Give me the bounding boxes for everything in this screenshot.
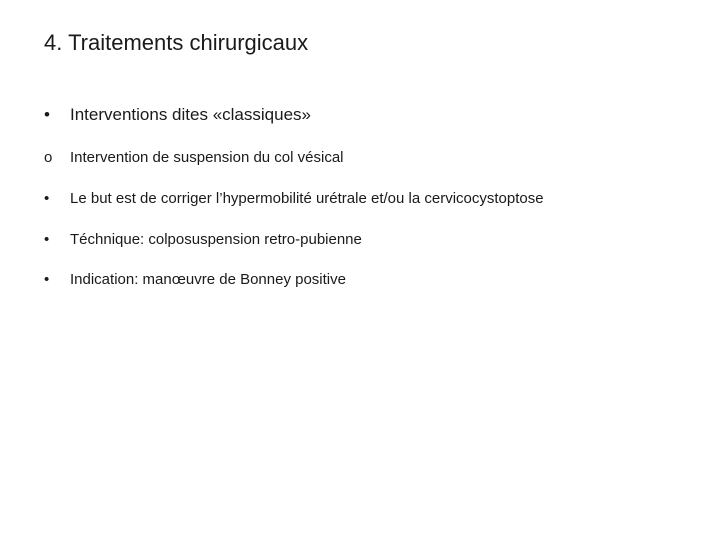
slide-title: 4. Traitements chirurgicaux xyxy=(44,30,309,55)
bullet-marker: • xyxy=(44,271,50,288)
sub-bullet-item xyxy=(44,147,344,169)
bullet-text: Téchnique: colposuspension retro-pubienne xyxy=(70,231,362,248)
bullet-list xyxy=(44,0,704,540)
bullet-text: Indication: manœuvre de Bonney positive xyxy=(70,271,346,288)
bullet-text: Interventions dites «classiques» xyxy=(70,105,311,124)
sub-bullet-text: Intervention de suspension du col vésical xyxy=(70,149,344,166)
bullet-item xyxy=(44,269,346,291)
bullet-marker: • xyxy=(44,105,50,124)
bullet-text: Le but est de corriger l’hypermobilité urétrale et/ou la cervicocystoptose xyxy=(70,190,544,207)
bullet-marker: • xyxy=(44,190,50,207)
bullet-item xyxy=(44,103,311,127)
sub-bullet-marker: o xyxy=(44,149,53,166)
bullet-item xyxy=(44,188,544,210)
bullet-marker: • xyxy=(44,231,50,248)
bullet-item xyxy=(44,229,362,251)
